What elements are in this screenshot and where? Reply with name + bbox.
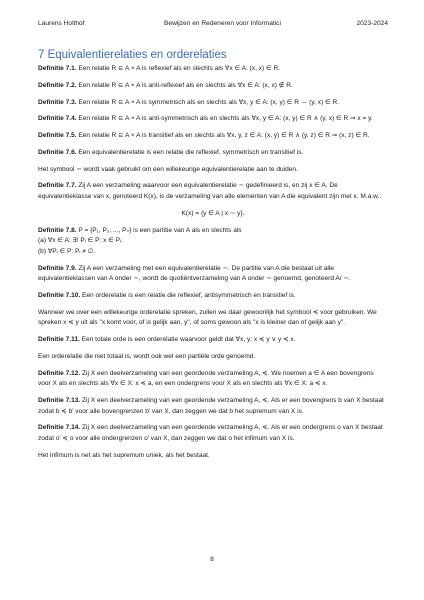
text-paragraph [38,165,388,176]
text-paragraph [38,308,388,329]
paragraph-text: Wanneer we over een willekeurige orderelatie spreken, zullen we daar gewoonlijk het symbool ≼ voor gebruiken. We spreken x ≼ y uit als "x komt voor, of is gelijk aan, y", of soms gewoon als "x is kleiner dan of gelijk aan y". [38,308,377,327]
paragraph-text: Het infimum is net als het supremum uniek, als het bestaat. [38,451,210,459]
definition-label: Definitie 7.2. [38,81,77,89]
paragraph-text: Een relatie R ⊆ A × A is symmetrisch als en slechts als ∀x, y ∈ A: (x, y) ∈ R ⇔ (y, x) ∈ R. [76,98,340,106]
definition-paragraph [38,335,388,346]
equivalence-class-formula: K(x) = {y ∈ A | x ∼ y}. [181,209,245,217]
text-paragraph [38,352,388,363]
definition-label: Definitie 7.14. [38,424,81,432]
definition-paragraph [38,114,388,125]
definition-paragraph [38,369,388,390]
definition-paragraph [38,226,388,237]
text-paragraph [38,247,388,258]
definition-label: Definitie 7.3. [38,98,77,106]
paragraph-text: Het symbool ∼ wordt vaak gebruikt om een willekeurige equivalentierelatie aan te duiden. [38,165,298,173]
definition-paragraph [38,131,388,142]
paragraph-text: Zij X een deelverzameling van een geordende verzameling A, ≼. We noemen a ∈ A een bovengrens voor X als en slechts als ∀x ∈ X: x ≼ a, en een ondergrens voor X als en slechts als ∀x ∈ X: a ≼ x. [38,369,374,388]
definition-label: Definitie 7.12. [38,369,81,377]
paragraph-text: (a) ∀x ∈ A: ∃! Pᵢ ∈ P: x ∈ Pᵢ. [38,237,123,245]
definition-paragraph [38,291,388,302]
paragraph-text: Zij X een deelverzameling van een geordende verzameling A, ≼. Als er een ondergrens o van X bestaat zodat o' ≼ o voor alle ondergrenzen o' van X, dan zeggen we dat o het infimum van X is. [38,424,383,443]
header-year: 2023-2024 [356,20,388,27]
definitions-block-2 [38,226,388,258]
header-author: Laurens Holthof [38,20,85,27]
definition-paragraph [38,264,388,285]
definitions-block-3 [38,264,388,462]
definition-label: Definitie 7.6. [38,148,77,156]
definitions-block-1 [38,64,388,203]
paragraph-text: Zij X een deelverzameling van een geordende verzameling A, ≼. Als er een bovengrens b van X bestaat zodat b ≼ b' voor alle bovengrenzen b' van X, dan zeggen we dat b het supremum van X is. [38,397,384,415]
paragraph-text: Een totale orde is een orderelatie waarvoor geldt dat ∀x, y: x ≼ y ∨ y ≼ x. [79,336,296,344]
paragraph-text: Een relatie R ⊆ A × A is anti-reflexief als en slechts als ∀x ∈ A: (x, x) ∉ R. [76,81,293,89]
text-paragraph [38,236,388,247]
page-header [38,20,388,32]
definition-label: Definitie 7.10. [38,291,81,299]
definition-paragraph [38,98,388,109]
paragraph-text: Een relatie R ⊆ A × A is transitief als en slechts als ∀x, y, z ∈ A: (x, y) ∈ R ∧ (y, z) ∈ R ⇒ (x, z) ∈ R. [76,132,370,140]
definition-paragraph [38,181,388,202]
definition-label: Definitie 7.5. [38,132,77,140]
paragraph-text: P = {P₁, P₂, ..., Pₙ} is een partitie van A als en slechts als [76,226,242,234]
definition-label: Definitie 7.8. [38,226,77,234]
paragraph-text: Een equivalentierelatie is een relatie die reflexief, symmetrisch en transitief is. [76,148,304,156]
definition-label: Definitie 7.11. [38,336,80,344]
definition-paragraph [38,64,388,75]
page-number: 8 [210,556,214,563]
paragraph-text: Zij A een verzameling met een equivalentierelatie ∼. De partitie van A die bestaat uit alle equivalentieklassen van A onder ∼, wordt de quotiëntverzameling van A onder ∼ genoemd, genoteerd A/ ∼. [38,264,351,283]
paragraph-text: (b) ∀Pᵢ ∈ P: Pᵢ ≠ ∅. [38,247,96,255]
paragraph-text: Een relatie R ⊆ A × A is reflexief als en slechts als ∀x ∈ A: (x, x) ∈ R. [76,65,281,72]
page-content [38,48,388,468]
definition-label: Definitie 7.13. [38,397,81,405]
definition-label: Definitie 7.9. [38,264,77,272]
paragraph-text: Zij A een verzameling waarvoor een equivalentierelatie ∼ gedefinieerd is, en zij x ∈ A. De equivalentieklasse van x, genoteerd K(x), is de verzameling van alle elementen van A die equivalent zijn met x. M.a.w.: [38,182,382,201]
definition-paragraph [38,423,388,444]
definition-label: Definitie 7.7. [38,182,77,190]
paragraph-text: Een orderelatie die niet totaal is, wordt ook wel een partiële orde genoemd. [38,352,256,360]
definition-paragraph [38,148,388,159]
paragraph-text: Een relatie R ⊆ A × A is anti-symmetrisch als en slechts als ∀x, y ∈ A: (x, y) ∈ R ∧ (y, x) ∈ R ⇒ x = y. [76,115,373,123]
text-paragraph [38,451,388,462]
section-title: 7 Equivalentierelaties en orderelaties [38,49,227,61]
definition-label: Definitie 7.4. [38,115,77,123]
definition-paragraph [38,396,388,417]
header-course: Bewijzen en Redeneren voor Informatici [164,20,281,27]
definition-label: Definitie 7.1. [38,65,77,72]
definition-paragraph [38,81,388,92]
paragraph-text: Een orderelatie is een relatie die reflexief, antisymmetrisch en transitief is. [80,291,296,299]
